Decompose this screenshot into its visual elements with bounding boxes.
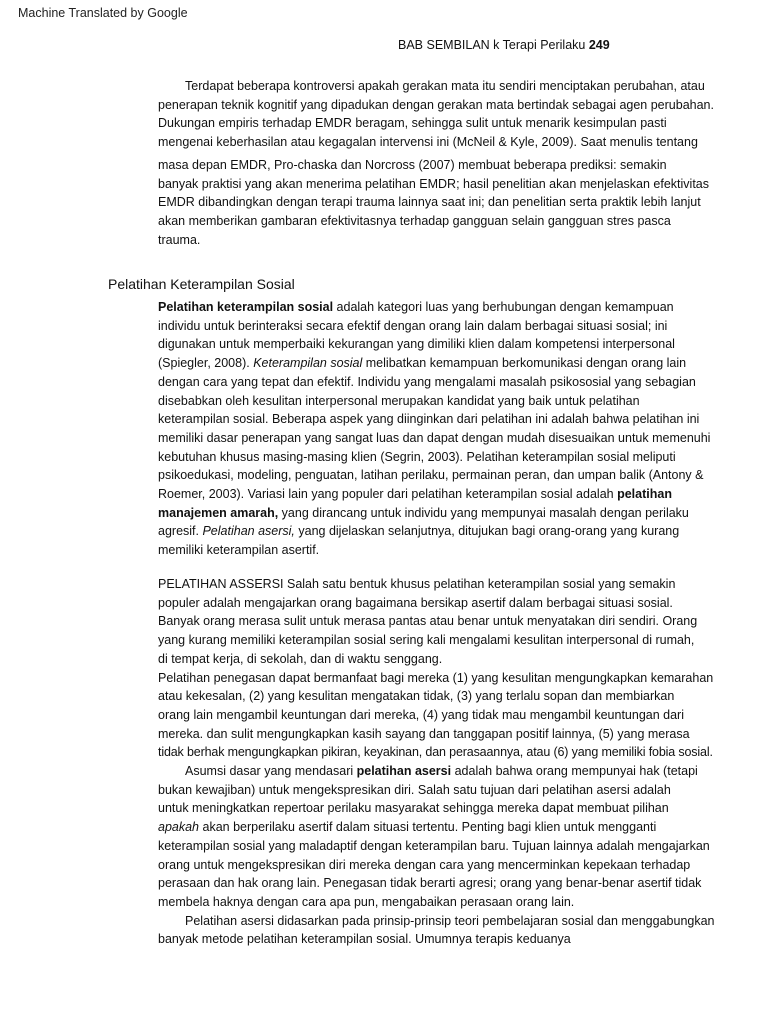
text-line: mereka. dan sulit mengungkapkan kasih sayang dan tanggapan positif lainnya, (5) yang merasa — [158, 726, 690, 741]
text-line: akan memberikan gambaran efektivitasnya terhadap gangguan selain gangguan stres pasca — [158, 213, 671, 228]
term-assertion-training-bold: pelatihan asersi — [356, 764, 452, 779]
text-line: EMDR dibandingkan dengan terapi trauma lainnya saat ini; dan penelitian serta praktik lebih lanjut — [158, 195, 701, 210]
text-line: perasaan dan hak orang lain. Penegasan tidak berarti agresi; orang yang benar-benar asertif tidak — [158, 876, 702, 891]
text-line: kebutuhan khusus masing-masing klien (Segrin, 2003). Pelatihan keterampilan sosial meliputi — [158, 449, 676, 464]
paragraph-assertion-training: PELATIHAN ASSERSI Salah satu bentuk khusus pelatihan keterampilan sosial yang semakin populer adalah mengajarkan orang bagaimana bersikap asertif dalam berbagai situasi sosial. Banyak orang merasa sulit untuk merasa pantas atau benar untuk menyatakan diri sendiri. Orang yang kurang memiliki keterampilan sosial sering kali mengalami kesulitan interpersonal di rumah, di tempat kerja, di sekolah, dan di waktu senggang. Pelatihan penegasan dapat bermanfaat bagi mereka (1) yang kesulitan mengungkapkan kemarahan atau kekesalan, (2) yang kesulitan mengatakan tidak, (3) yang terlalu sopan dan membiarkan orang lain mengambil keuntungan dari mereka, (4) yang tidak mau mengambil keuntungan dari mereka. dan sulit mengungkapkan kasih sayang dan tanggapan positif lainnya, (5) yang merasa tidak berhak mengungkapkan pikiran, keyakinan, dan perasaannya, atau (6) yang memiliki fobia sosial. Asumsi dasar yang mendasari pelatihan asersi adalah bahwa orang mempunyai hak (tetapi bukan kewajiban) untuk mengekspresikan diri. Salah satu tujuan dari pelatihan asersi adalah untuk meningkatkan repertoar perilaku masyarakat sehingga mereka dapat membuat pilihan apakah akan berperilaku asertif dalam situasi tertentu. Penting bagi klien untuk mengganti keterampilan sosial yang maladaptif dengan keterampilan baru. Tujuan lainnya adalah mengajarkan orang untuk mengekspresikan diri mereka dengan cara yang mencerminkan kepekaan terhadap perasaan dan hak orang lain. Penegasan tidak berarti agresi; orang yang benar-benar asertif tidak membela haknya dengan cara apa pun, mengabaikan perasaan orang lain. Pelatihan asersi didasarkan pada prinsip-prinsip teori pembelajaran sosial dan menggabungkan banyak metode pelatihan keterampilan sosial. Umumnya terapis keduanya — [158, 575, 768, 949]
chapter-title: BAB SEMBILAN k Terapi Perilaku — [398, 38, 586, 52]
paragraph-social-skills: Pelatihan keterampilan sosial adalah kategori luas yang berhubungan dengan kemampuan individu untuk berinteraksi secara efektif dengan orang lain dalam berbagai situasi sosial; ini digunakan untuk memperbaiki kekurangan yang dimiliki klien dalam kompetensi interpersonal (Spiegler, 2008). Keterampilan sosial melibatkan kemampuan berkomunikasi dengan orang lain dengan cara yang tepat dan efektif. Individu yang mengalami masalah psikososial yang sebagian disebabkan oleh kesulitan interpersonal merupakan kandidat yang baik untuk pelatihan keterampilan sosial. Beberapa aspek yang diinginkan dari pelatihan ini adalah bahwa pelatihan ini memiliki dasar penerapan yang sangat luas dan dapat dengan mudah disesuaikan untuk memenuhi kebutuhan khusus masing-masing klien (Segrin, 2003). Pelatihan keterampilan sosial meliputi psikoedukasi, modeling, penguatan, latihan perilaku, permainan peran, dan umpan balik (Antony & Roemer, 2003). Variasi lain yang populer dari pelatihan keterampilan sosial adalah pelatihan manajemen amarah, yang dirancang untuk individu yang mempunyai masalah dengan perilaku agresif. Pelatihan asersi, yang dijelaskan selanjutnya, ditujukan bagi orang-orang yang kurang memiliki keterampilan asertif. — [158, 298, 758, 560]
text-line: keterampilan sosial yang maladaptif dengan keterampilan baru. Tujuan lainnya adalah mengajarkan — [158, 838, 710, 853]
text-line: digunakan untuk memperbaiki kekurangan yang dimiliki klien dalam kompetensi interpersonal — [158, 337, 675, 352]
text-line: untuk meningkatkan repertoar perilaku masyarakat sehingga mereka dapat membuat pilihan — [158, 801, 669, 816]
term-whether: apakah — [158, 820, 200, 835]
text-line: memiliki dasar penerapan yang sangat luas dan dapat dengan mudah disesuaikan untuk memenuhi — [158, 430, 711, 445]
text-line: populer adalah mengajarkan orang bagaimana bersikap asertif dalam berbagai situasi sosial. — [158, 595, 673, 610]
term-anger-management: pelatihan — [617, 487, 672, 502]
text-line: bukan kewajiban) untuk mengekspresikan diri. Salah satu tujuan dari pelatihan asersi adalah — [158, 782, 671, 797]
text-line: orang untuk mengekspresikan diri mereka dengan cara yang mencerminkan kepekaan terhadap — [158, 857, 691, 872]
text-line: keterampilan sosial. Beberapa aspek yang diinginkan dari pelatihan ini adalah bahwa pelatihan ini — [158, 412, 700, 427]
text-line: disebabkan oleh kesulitan interpersonal merupakan kandidat yang baik untuk pelatihan — [158, 393, 640, 408]
page-number: 249 — [588, 38, 610, 52]
text-line: trauma. — [158, 232, 201, 247]
text-line: individu untuk berinteraksi secara efektif dengan orang lain dalam berbagai situasi sosial; ini — [158, 318, 668, 333]
text-line: membela haknya dengan cara apa pun, mengabaikan perasaan orang lain. — [158, 894, 575, 909]
running-header — [398, 38, 610, 52]
text-line: mengenai keberhasilan atau kegagalan intervensi ini (McNeil & Kyle, 2009). Saat menulis tentang — [158, 135, 698, 150]
text-line: dengan cara yang tepat dan efektif. Individu yang mengalami masalah psikososial yang sebagian — [158, 374, 696, 389]
text-line: banyak metode pelatihan keterampilan sosial. Umumnya terapis keduanya — [158, 932, 571, 947]
section-heading: Pelatihan Keterampilan Sosial — [108, 276, 295, 292]
text-line: banyak praktisi yang akan menerima pelatihan EMDR; hasil penelitian akan menjelaskan efektivitas — [158, 176, 709, 191]
text-line: Pelatihan penegasan dapat bermanfaat bagi mereka (1) yang kesulitan mengungkapkan kemarahan — [158, 670, 714, 685]
text-line: Dukungan empiris terhadap EMDR beragam, sehingga sulit untuk menarik kesimpulan pasti — [158, 116, 667, 131]
text-line: psikoedukasi, modeling, penguatan, latihan perilaku, permainan peran, dan umpan balik (Antony & — [158, 468, 704, 483]
text-line: Pelatihan asersi didasarkan pada prinsip-prinsip teori pembelajaran sosial dan menggabungkan — [185, 913, 715, 928]
paragraph-emdr — [158, 77, 758, 249]
term-assertion-training: Pelatihan asersi, — [202, 524, 295, 539]
text-line: penerapan teknik kognitif yang dipadukan dengan gerakan mata bertindak sebagai agen perubahan. — [158, 97, 714, 112]
text-line: di tempat kerja, di sekolah, dan di waktu senggang. — [158, 651, 443, 666]
text-line: orang lain mengambil keuntungan dari mereka, (4) yang tidak mau mengambil keuntungan dari — [158, 707, 685, 722]
text-line: tidak berhak mengungkapkan pikiran, keyakinan, dan perasaannya, atau (6) yang memiliki fobia sosial. — [158, 745, 713, 760]
machine-translated-label: Machine Translated by Google — [18, 6, 188, 20]
subsection-run-in-heading: PELATIHAN ASSERSI — [158, 577, 284, 591]
text-line: Banyak orang merasa sulit untuk merasa pantas atau benar untuk menyatakan diri sendiri. Orang — [158, 614, 698, 629]
text-line: masa depan EMDR, Pro-chaska dan Norcross (2007) membuat beberapa prediksi: semakin — [158, 157, 667, 172]
text-line: memiliki keterampilan asertif. — [158, 543, 320, 558]
text-line: yang kurang memiliki keterampilan sosial sering kali mengalami kesulitan interpersonal di rumah, — [158, 633, 695, 648]
text-line: Terdapat beberapa kontroversi apakah gerakan mata itu sendiri menciptakan perubahan, atau — [185, 79, 705, 93]
term-social-skills: Keterampilan sosial — [253, 356, 363, 371]
text-line: atau kekesalan, (2) yang kesulitan mengatakan tidak, (3) yang terlalu sopan dan membiarkan — [158, 689, 675, 704]
term-social-skills-training: Pelatihan keterampilan sosial — [158, 300, 334, 314]
